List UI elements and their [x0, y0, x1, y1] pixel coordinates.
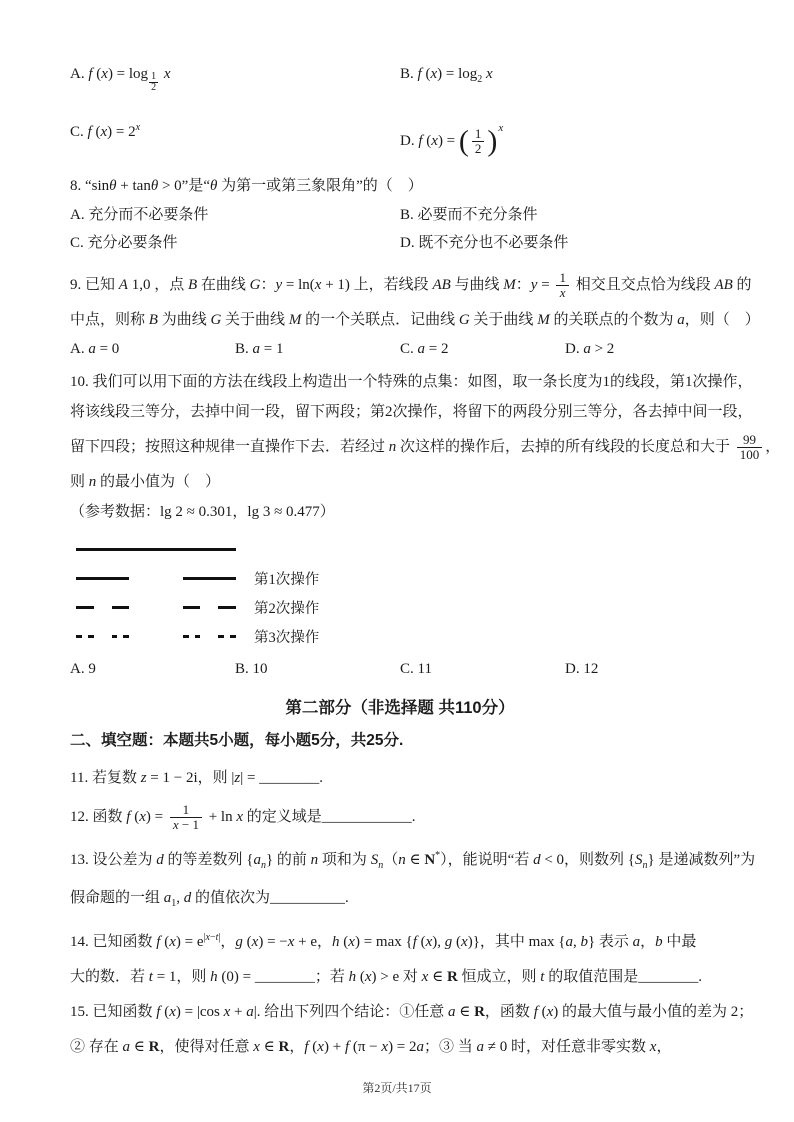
cantor-diagram — [76, 535, 730, 651]
q10-option-d: D. 12 — [565, 661, 599, 677]
section2-title: 二、填空题：本题共5小题，每小题5分，共25分. — [70, 732, 404, 749]
line-segment — [76, 606, 94, 609]
cantor-diagram-row — [76, 593, 730, 622]
q7-option-b: B. f $(x) = \log_2 x$ — [400, 66, 493, 85]
q10-options — [70, 655, 730, 683]
q11-text: 11. 若复数 z = 1 − 2i，则 |z| = ________. — [70, 770, 323, 786]
q9-text-line-1: 9. 已知 A 1,0 ，点 B 在曲线 G：y = ln(x + 1) 上，若线段 AB 与曲线 M：y = $\frac{1}{x}$ 相交且交点恰为线段 AB 的 — [70, 269, 752, 301]
line-segment — [76, 635, 82, 638]
q10-option-a: A. 9 — [70, 661, 96, 677]
q7-option-a: A. f (x) = log $\frac{1}{2}$ x — [70, 66, 171, 93]
q12-text: 12. 函数 f (x) = $\frac{1}{x - 1}$ + ln x 的定义域是____________. — [70, 801, 416, 833]
cantor-diagram-row — [76, 535, 730, 564]
q10-text-line-1: 10. 我们可以用下面的方法在线段上构造出一个特殊的点集：如图，取一条长度为1的线段，第1次操作， — [70, 374, 753, 390]
line-segment — [183, 577, 236, 580]
line-segment — [183, 606, 201, 609]
q7-option-c: C. f $(x) = 2^x$ — [70, 122, 141, 140]
q9-option-b: B. a = 1 — [235, 341, 284, 357]
q10-option-b: B. 10 — [235, 661, 268, 677]
q10-option-c: C. 11 — [400, 661, 432, 677]
q13-text-line-2: 假命题的一组 $a_1$, d 的值依次为__________. — [70, 890, 349, 909]
line-segment — [230, 635, 236, 638]
q15-text-line-1: 15. 已知函数 f (x) = |cos x + a|. 给出下列四个结论：①任意 a ∈ R，函数 f (x) 的最大值与最小值的差为 2； — [70, 1004, 754, 1020]
line-segment — [123, 635, 129, 638]
cantor-track — [76, 548, 236, 551]
q14-text-line-1: 14. 已知函数 f $(x) = e^{|x-t|}$，g (x) = −x + e，h (x) = max {f (x), g (x)}，其中 max {a, b} 表示 a，b 中最 — [70, 932, 697, 950]
q14-text-line-2: 大的数．若 t = 1，则 h (0) = ________；若 h (x) > e 对 x ∈ R 恒成立，则 t 的取值范围是________. — [70, 969, 702, 985]
q7-options-row-1 — [70, 50, 730, 104]
q9-text-line-2: 中点，则称 B 为曲线 G 关于曲线 M 的一个关联点．记曲线 G 关于曲线 M 的关联点的个数为 a，则（ ） — [70, 312, 760, 328]
q10-text-line-2: 将该线段三等分，去掉中间一段，留下两段；第2次操作，将留下的两段分别三等分，各去掉中间一段， — [70, 404, 753, 420]
line-segment — [195, 635, 201, 638]
line-segment — [218, 635, 224, 638]
line-segment — [88, 635, 94, 638]
q9-option-c: C. a = 2 — [400, 341, 449, 357]
q8-options-row-1 — [70, 201, 730, 229]
q10-reference-data: （参考数据：lg 2 ≈ 0.301，lg 3 ≈ 0.477） — [70, 504, 335, 520]
q9-options — [70, 335, 730, 363]
q7-option-d: D. f (x) = ( $\frac{1}{2}$ )$^x$ — [400, 122, 504, 158]
q10-text-line-3: 留下四段；按照这种规律一直操作下去．若经过 n 次这样的操作后，去掉的所有线段的长度总和大于 $\frac{99}{100}$ ， — [70, 431, 781, 463]
q13-text-line-1: 13. 设公差为 d 的等差数列 $\{a_n\}$ 的前 n 项和为 $S_n(n$ ∈ N*），能说明“若 d < 0，则数列 $\{S_n\}$ 是递减数列”为 — [70, 850, 756, 871]
cantor-diagram-row — [76, 564, 730, 593]
q15-text-line-2: ② 存在 a ∈ R，使得对任意 x ∈ R，f (x) + f (π − x) = 2a；③ 当 a ≠ 0 时，对任意非零实数 x， — [70, 1039, 672, 1055]
cantor-track — [76, 606, 236, 609]
q8-options-row-2 — [70, 229, 730, 257]
cantor-diagram-row — [76, 622, 730, 651]
q10-text-line-4: 则 n 的最小值为（ ） — [70, 474, 221, 490]
operation-label: 第2次操作 — [254, 601, 320, 617]
operation-label: 第1次操作 — [254, 572, 320, 588]
line-segment — [218, 606, 236, 609]
q7-options-row-2 — [70, 104, 730, 165]
q8-option-d: D. 既不充分也不必要条件 — [400, 235, 569, 251]
q8-option-c: C. 充分必要条件 — [70, 235, 178, 251]
q9-option-d: D. a > 2 — [565, 341, 615, 357]
q8-option-a: A. 充分而不必要条件 — [70, 207, 209, 223]
line-segment — [183, 635, 189, 638]
operation-label: 第3次操作 — [254, 630, 320, 646]
line-segment — [76, 548, 236, 551]
q8-option-b: B. 必要而不充分条件 — [400, 207, 538, 223]
cantor-track — [76, 635, 236, 638]
line-segment — [112, 606, 130, 609]
q8-stem: 8. “sinθ + tanθ > 0”是“θ 为第一或第三象限角”的（ ） — [70, 178, 423, 194]
q9-option-a: A. a = 0 — [70, 341, 120, 357]
page-footer: 第2页/共17页 — [362, 1081, 432, 1095]
line-segment — [76, 577, 129, 580]
part2-title: 第二部分（非选择题 共110分） — [285, 699, 515, 717]
line-segment — [112, 635, 118, 638]
cantor-track — [76, 577, 236, 580]
